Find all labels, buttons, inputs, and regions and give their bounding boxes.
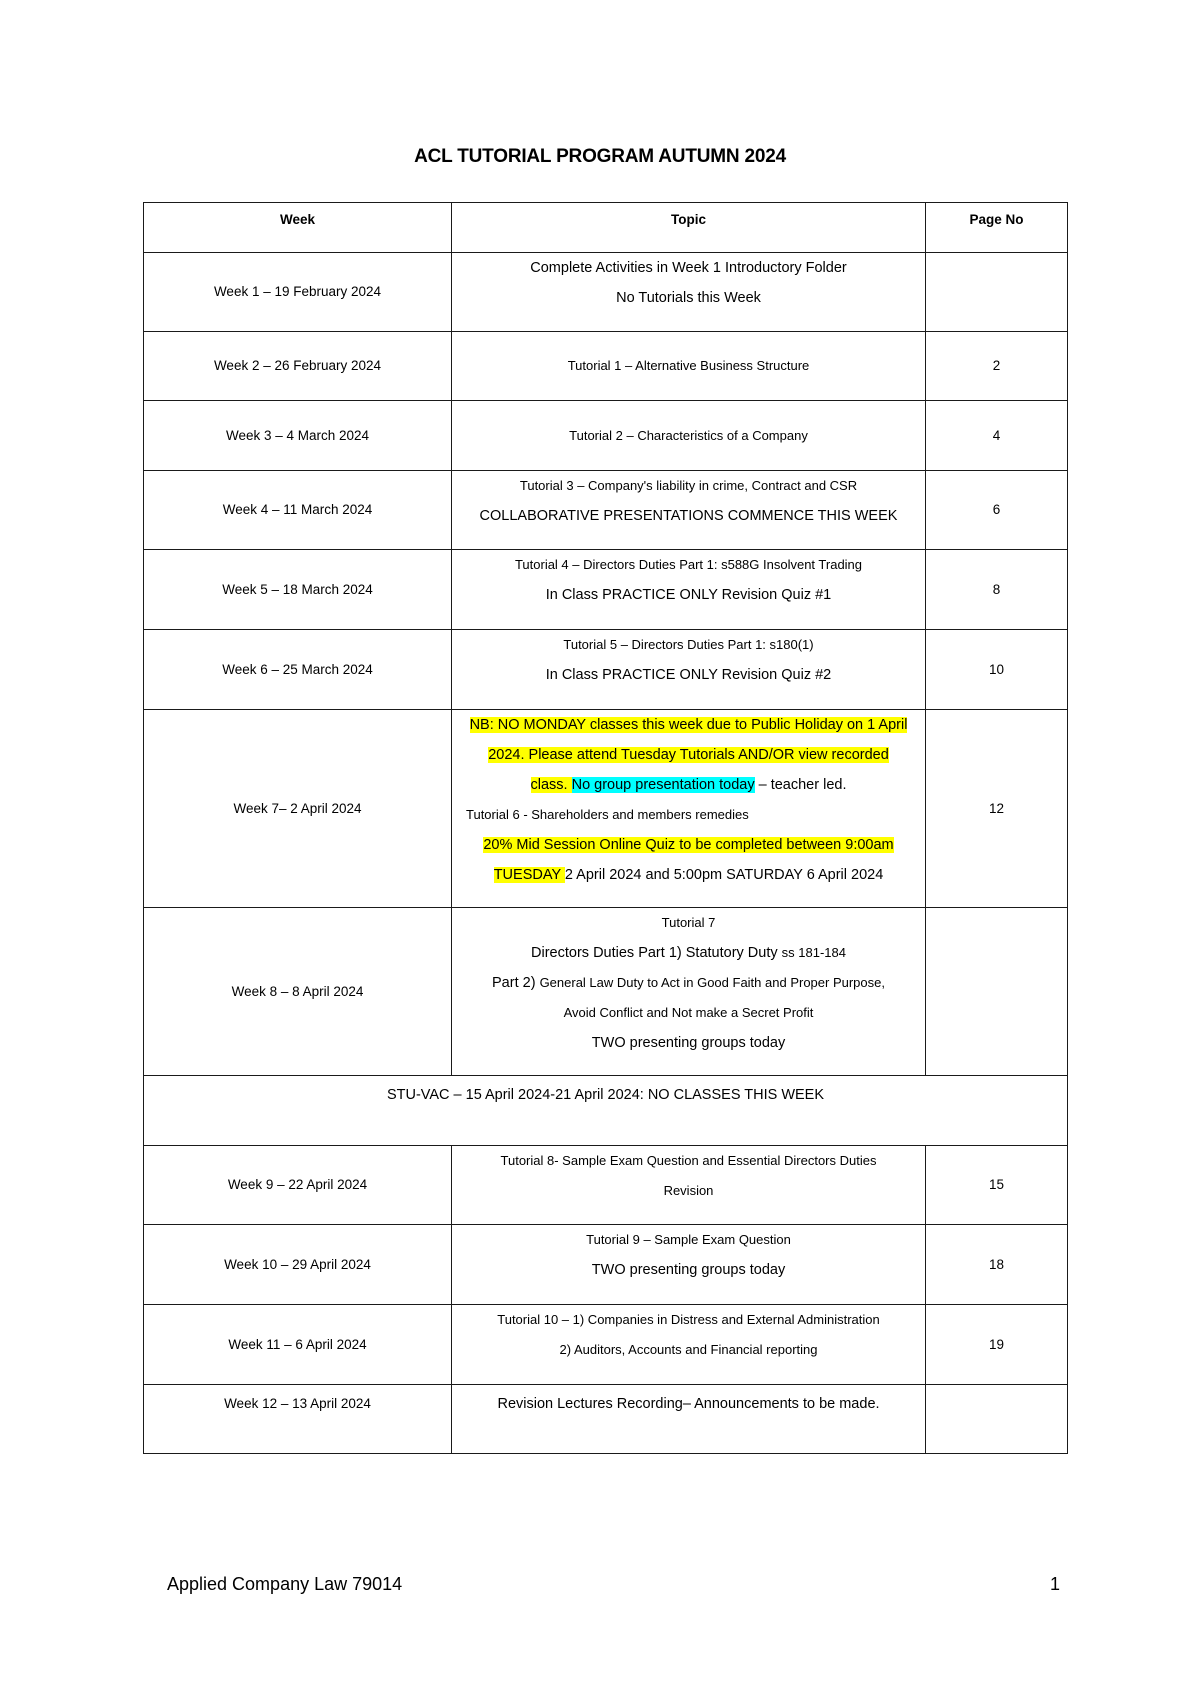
table-row-stuvac (144, 1076, 1068, 1146)
topic-line: Revision Lectures Recording– Announcements to be made. (497, 1396, 880, 1412)
page-cell: 19 (926, 1305, 1068, 1385)
topic-text: Directors Duties Part 1) Statutory Duty (531, 945, 782, 961)
table-row-week-7 (144, 710, 1068, 908)
week-cell: Week 8 – 8 April 2024 (144, 908, 452, 1076)
page-cell: 4 (926, 401, 1068, 471)
table-row (144, 550, 1068, 630)
table-row (144, 401, 1068, 471)
topic-line: TWO presenting groups today (591, 1262, 786, 1278)
topic-cell (452, 1305, 926, 1385)
week-cell: Week 9 – 22 April 2024 (144, 1146, 452, 1225)
table-row (144, 630, 1068, 710)
topic-line: Tutorial 7 (661, 915, 716, 930)
highlighted-text-cyan: No group presentation today (571, 777, 755, 793)
week-cell: Week 12 – 13 April 2024 (144, 1385, 452, 1454)
topic-cell (452, 332, 926, 401)
topic-line: Revision (663, 1183, 714, 1198)
topic-line: Avoid Conflict and Not make a Secret Profit (563, 1005, 814, 1020)
footer-page-number: 1 (1050, 1574, 1061, 1594)
week-cell: Week 6 – 25 March 2024 (144, 630, 452, 710)
quiz-line (458, 830, 919, 860)
topic-line: Tutorial 9 – Sample Exam Question (586, 1232, 791, 1247)
notice-text: – teacher led. (754, 777, 847, 793)
page-cell: 10 (926, 630, 1068, 710)
page-cell (926, 1385, 1068, 1454)
table-row (144, 1305, 1068, 1385)
topic-line: TWO presenting groups today (591, 1035, 786, 1051)
topic-cell (452, 710, 926, 908)
week-cell: Week 1 – 19 February 2024 (144, 253, 452, 332)
topic-line: In Class PRACTICE ONLY Revision Quiz #2 (545, 667, 832, 683)
topic-cell (452, 471, 926, 550)
header-page: Page No (926, 203, 1068, 253)
tutorial-program-table (143, 202, 1068, 1454)
quiz-line (458, 860, 919, 890)
topic-cell (452, 1385, 926, 1454)
table-row (144, 471, 1068, 550)
quiz-text: 2 April 2024 and 5:00pm SATURDAY 6 April 2024 (564, 867, 884, 883)
table-header-row (144, 203, 1068, 253)
topic-line: In Class PRACTICE ONLY Revision Quiz #1 (545, 587, 832, 603)
highlighted-text: 20% Mid Session Online Quiz to be completed between 9:00am (483, 837, 894, 853)
topic-cell (452, 908, 926, 1076)
notice-line (458, 740, 919, 770)
topic-line: Tutorial 8- Sample Exam Question and Essential Directors Duties (500, 1153, 877, 1168)
highlighted-text: class. (530, 777, 572, 793)
page-cell: 8 (926, 550, 1068, 630)
table-row (144, 253, 1068, 332)
page-cell: 15 (926, 1146, 1068, 1225)
notice-line (458, 770, 919, 800)
topic-line: No Tutorials this Week (616, 290, 761, 306)
week-cell: Week 7– 2 April 2024 (144, 710, 452, 908)
week-cell: Week 11 – 6 April 2024 (144, 1305, 452, 1385)
topic-line: Tutorial 4 – Directors Duties Part 1: s588G Insolvent Trading (514, 557, 863, 572)
topic-line: 2) Auditors, Accounts and Financial reporting (559, 1342, 818, 1357)
week-cell: Week 3 – 4 March 2024 (144, 401, 452, 471)
table-row (144, 1225, 1068, 1305)
week-cell: Week 5 – 18 March 2024 (144, 550, 452, 630)
topic-line: Tutorial 1 – Alternative Business Structure (567, 358, 810, 373)
topic-cell (452, 253, 926, 332)
highlighted-text: 2024. Please attend Tuesday Tutorials AND/OR view recorded (488, 747, 889, 763)
page-cell: 12 (926, 710, 1068, 908)
week-cell: Week 4 – 11 March 2024 (144, 471, 452, 550)
topic-line: COLLABORATIVE PRESENTATIONS COMMENCE THIS WEEK (479, 508, 898, 524)
topic-cell (452, 401, 926, 471)
topic-cell (452, 630, 926, 710)
topic-line: Complete Activities in Week 1 Introductory Folder (530, 260, 847, 276)
topic-text: ss 181-184 (781, 945, 846, 960)
page-cell (926, 908, 1068, 1076)
highlighted-text: NB: NO MONDAY classes this week due to Public Holiday on 1 April (469, 717, 908, 733)
table-row (144, 1385, 1068, 1454)
table-row-week-8 (144, 908, 1068, 1076)
topic-cell (452, 1225, 926, 1305)
topic-line: Tutorial 2 – Characteristics of a Company (569, 427, 808, 443)
week-cell: Week 2 – 26 February 2024 (144, 332, 452, 401)
page-cell: 18 (926, 1225, 1068, 1305)
topic-line: Tutorial 5 – Directors Duties Part 1: s180(1) (563, 637, 814, 652)
topic-text: Part 2) (492, 975, 540, 991)
stuvac-cell: STU-VAC – 15 April 2024-21 April 2024: NO CLASSES THIS WEEK (144, 1076, 1068, 1146)
table-row (144, 332, 1068, 401)
topic-line: Tutorial 6 - Shareholders and members remedies (466, 807, 749, 822)
topic-cell (452, 550, 926, 630)
topic-cell (452, 1146, 926, 1225)
highlighted-text: TUESDAY (493, 867, 565, 883)
footer-course-name: Applied Company Law 79014 (167, 1574, 403, 1594)
topic-line (458, 938, 919, 968)
week-cell: Week 10 – 29 April 2024 (144, 1225, 452, 1305)
page-cell: 6 (926, 471, 1068, 550)
notice-line (458, 710, 919, 740)
topic-text: General Law Duty to Act in Good Faith and Proper Purpose, (539, 975, 885, 990)
page-title: ACL TUTORIAL PROGRAM AUTUMN 2024 (414, 146, 786, 167)
page-cell (926, 253, 1068, 332)
header-week: Week (144, 203, 452, 253)
header-topic: Topic (452, 203, 926, 253)
topic-line (458, 968, 919, 998)
page-cell: 2 (926, 332, 1068, 401)
topic-line: Tutorial 10 – 1) Companies in Distress and External Administration (497, 1312, 880, 1327)
table-row (144, 1146, 1068, 1225)
topic-line: Tutorial 3 – Company's liability in crime, Contract and CSR (519, 478, 858, 493)
